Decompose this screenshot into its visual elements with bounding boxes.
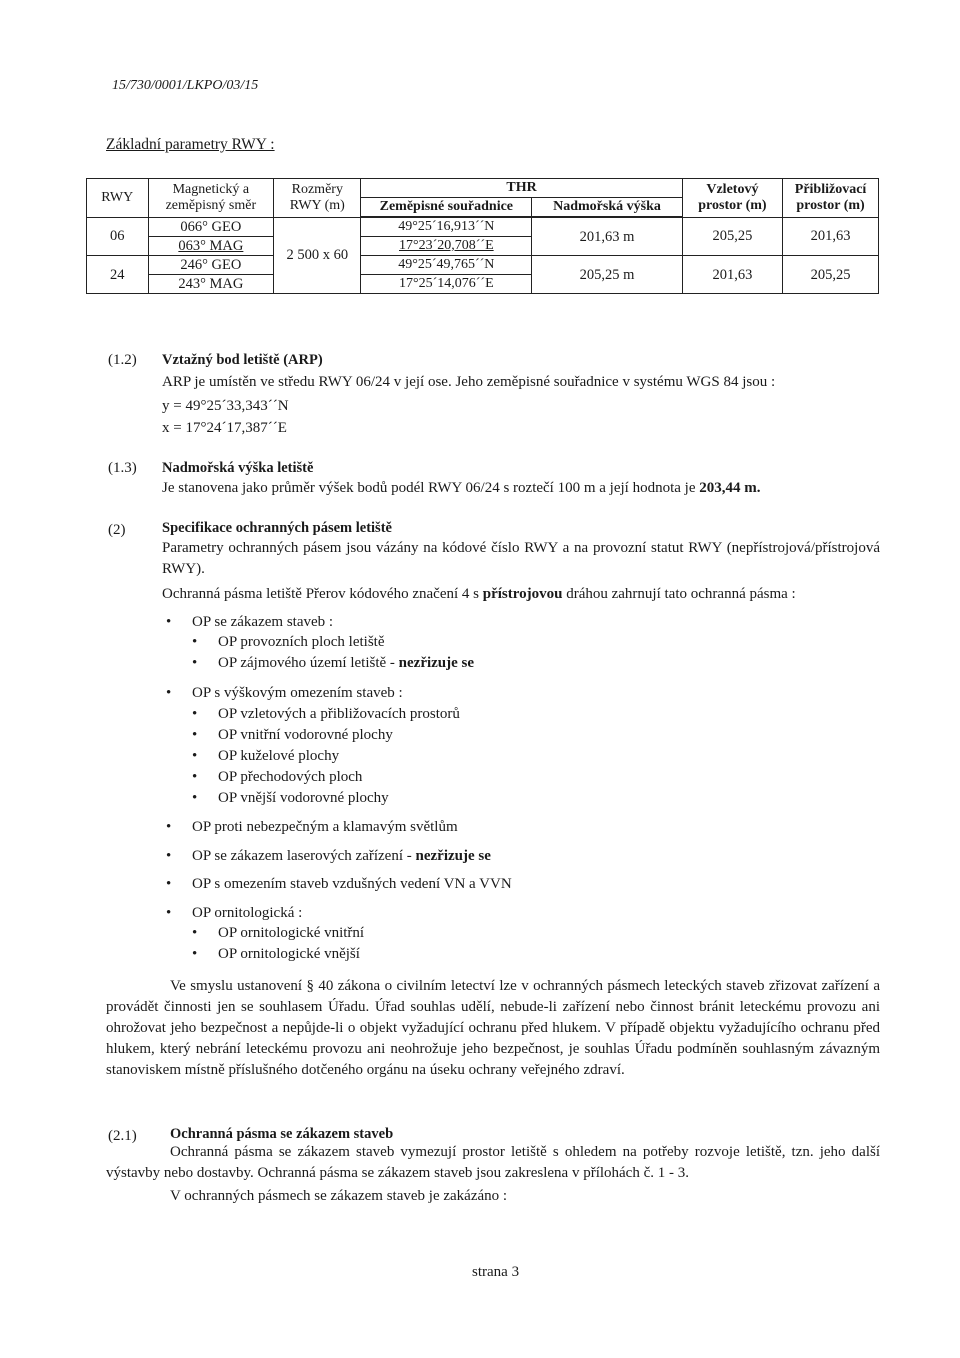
section-number: (2.1) [108, 1128, 137, 1144]
page-number: strana 3 [472, 1264, 520, 1280]
header-rwy: RWY [87, 179, 149, 218]
s21-paragraph-2: V ochranných pásmech se zákazem staveb je zakázáno : [170, 1188, 508, 1204]
section-number: (1.2) [108, 352, 137, 368]
arp-x: x = 17°24´17,387´´E [162, 420, 287, 436]
spec-text-bold: přístrojovou [482, 586, 563, 602]
table-row [87, 217, 879, 237]
lon-cell: 17°23´20,708´´E [361, 237, 532, 256]
spec-paragraph: Parametry ochranných pásem jsou vázány na kódové číslo RWY a na provozní statut RWY (nepřístrojová/přístrojová RWY). [162, 540, 880, 577]
elevation-sentence: Je stanovena jako průměr výšek bodů podél RWY 06/24 s roztečí 100 m a její hodnota je [162, 480, 696, 496]
rwy-cell: 06 [87, 217, 149, 256]
s21-paragraph: Ochranná pásma se zákazem staveb vymezují prostor letiště s ohledem na potřeby rozvoje letiště, tzn. jeho další výstavby nebo dostavby. Ochranná pásma se zákazem staveb jsou zakreslena v přílohách č. 1 - 3. [106, 1144, 880, 1181]
section-number: (1.3) [108, 460, 137, 476]
document-page: 15/730/0001/LKPO/03/15 Základní parametry RWY : RWY Magnetický a zeměpisný směr Rozměry RWY (m) THR Vzletový prostor (m) Přibližovací prostor (m) Zeměpisné souřadnice Nadmořská výška 06 066° GEO 2 500 x 60 49°25´16,913´´N 201,63 m 205,25 201,63 063° MAG 17°23´20,708´´E 24 246° GEO 49°25´49,765´´N 205,25 m 201,63 205,25 243° MAG 17°25´14,076´´E (1.2) Vztažný bod letiště (ARP) ARP je umístěn ve středu RWY 06/24 v její ose. Jeho zeměpisné souřadnice v systému WGS 84 jsou : y = 49°25´33,343´´N x = 17°24´17,387´´E (1.3) Nadmořská výška letiště Je stanovena jako průměr výšek bodů podél RWY 06/24 s roztečí 100 m a její hodnota je 203,44 m. (2) Specifikace ochranných pásem letiště Parametry ochranných pásem jsou vázány na kódové číslo RWY a na provozní statut RWY (nepřístrojová/přístrojová RWY). Ochranná pásma letiště Přerov kódového značení 4 s přístrojovou dráhou zahrnují tato ochranná pásma : • OP se zákazem staveb : • OP provozních ploch letiště • OP zájmového území letiště - nezřizuje se • OP s výškovým omezením staveb : • OP vzletových a přibližovacích prostorů • OP vnitřní vodorovné plochy • OP kuželové plochy • OP přechodových ploch • OP vnější vodorovné plochy • OP proti nebezpečným a klamavým světlům • OP se zákazem laserových zařízení - nezřizuje se • OP s omezením staveb vzdušných vedení VN a VVN • OP ornitologická : • OP ornitologické vnitřní • OP ornitologické vnější Ve smyslu ustanovení § 40 zákona o civilním letectví lze v ochranných pásmech leteckých staveb zřizovat zařízení a provádět činnosti jen se souhlasem Úřadu. Úřad souhlas udělí, nebude-li zařízení nebo činnost bránit leteckému provozu ani ohrožovat jeho bezpečnost a nepůjde-li o objekt vyžadující ochranu před hlukem. V případě objektu vyžadujícího ochranu před hlukem, který nebrání leteckému provozu ani neohrožuje jeho bezpečnost, je souhlas Úřadu podmíněn souhlasným závazným stanoviskem místně příslušného dotčeného orgánu na úseku ochrany veřejného zdraví. (2.1) Ochranná pásma se zákazem staveb Ochranná pásma se zákazem staveb vymezují prostor letiště s ohledem na potřeby rozvoje letiště, tzn. jeho další výstavby nebo dostavby. Ochranná pásma se zákazem staveb jsou zakreslena v přílohách č. 1 - 3. V ochranných pásmech se zákazem staveb je zakázáno : strana 3 [0, 0, 960, 1358]
section-title: Specifikace ochranných pásem letiště [162, 520, 392, 536]
document-reference: 15/730/0001/LKPO/03/15 [112, 78, 259, 93]
section-title: Nadmořská výška letiště [162, 460, 314, 476]
table-row [87, 256, 879, 275]
header-mag: Magnetický a zeměpisný směr [148, 179, 274, 218]
spec-paragraph-2 [162, 584, 796, 604]
lat-cell: 49°25´49,765´´N [361, 256, 532, 275]
vzlet-cell: 201,63 [682, 256, 782, 294]
section-title: Vztažný bod letiště (ARP) [162, 352, 323, 368]
elevation-text [162, 478, 761, 498]
rozmery-cell: 2 500 x 60 [274, 217, 361, 294]
law-paragraph: Ve smyslu ustanovení § 40 zákona o civilním letectví lze v ochranných pásmech leteckých staveb zřizovat zařízení a provádět činnosti jen se souhlasem Úřadu. Úřad souhlas udělí, nebude-li zařízení nebo činnost bránit leteckému provozu ani ohrožovat jeho bezpečnost a nepůjde-li o objekt vyžadující ochranu před hlukem. V případě objektu vyžadujícího ochranu před hlukem, který nebrání leteckému provozu ani neohrožuje jeho bezpečnost, je souhlas Úřadu podmíněn souhlasným závazným stanoviskem místně příslušného dotčeného orgánu na úseku ochrany veřejného zdraví. [106, 978, 880, 1078]
elevation-value: 203,44 m. [699, 480, 761, 496]
spec-text-c: dráhou zahrnují tato ochranná pásma : [566, 586, 796, 602]
nadm-cell: 205,25 m [532, 256, 682, 294]
pribl-cell: 205,25 [783, 256, 879, 294]
header-pribl: Přibližovací prostor (m) [783, 179, 879, 218]
header-vzlet: Vzletový prostor (m) [682, 179, 782, 218]
mag-cell: 063° MAG [148, 237, 274, 256]
geo-cell: 246° GEO [148, 256, 274, 275]
section-title: Ochranná pásma se zákazem staveb [170, 1126, 394, 1142]
header-nadm: Nadmořská výška [532, 198, 682, 218]
arp-text: ARP je umístěn ve středu RWY 06/24 v její ose. Jeho zeměpisné souřadnice v systému WGS 84 jsou : [162, 374, 776, 390]
mag-cell: 243° MAG [148, 275, 274, 294]
lat-cell: 49°25´16,913´´N [361, 217, 532, 237]
pribl-cell: 201,63 [783, 217, 879, 256]
section-number: (2) [108, 522, 126, 538]
header-thr: THR [361, 179, 682, 198]
vzlet-cell: 205,25 [682, 217, 782, 256]
lon-cell: 17°25´14,076´´E [361, 275, 532, 294]
rwy-cell: 24 [87, 256, 149, 294]
header-rozmery: Rozměry RWY (m) [274, 179, 361, 218]
rwy-parameters-table [86, 178, 879, 294]
arp-y: y = 49°25´33,343´´N [162, 398, 289, 414]
header-zem: Zeměpisné souřadnice [361, 198, 532, 218]
geo-cell: 066° GEO [148, 217, 274, 237]
table-title: Základní parametry RWY : [106, 136, 275, 153]
spec-text-a: Ochranná pásma letiště Přerov kódového značení 4 s [162, 586, 479, 602]
nadm-cell: 201,63 m [532, 217, 682, 256]
